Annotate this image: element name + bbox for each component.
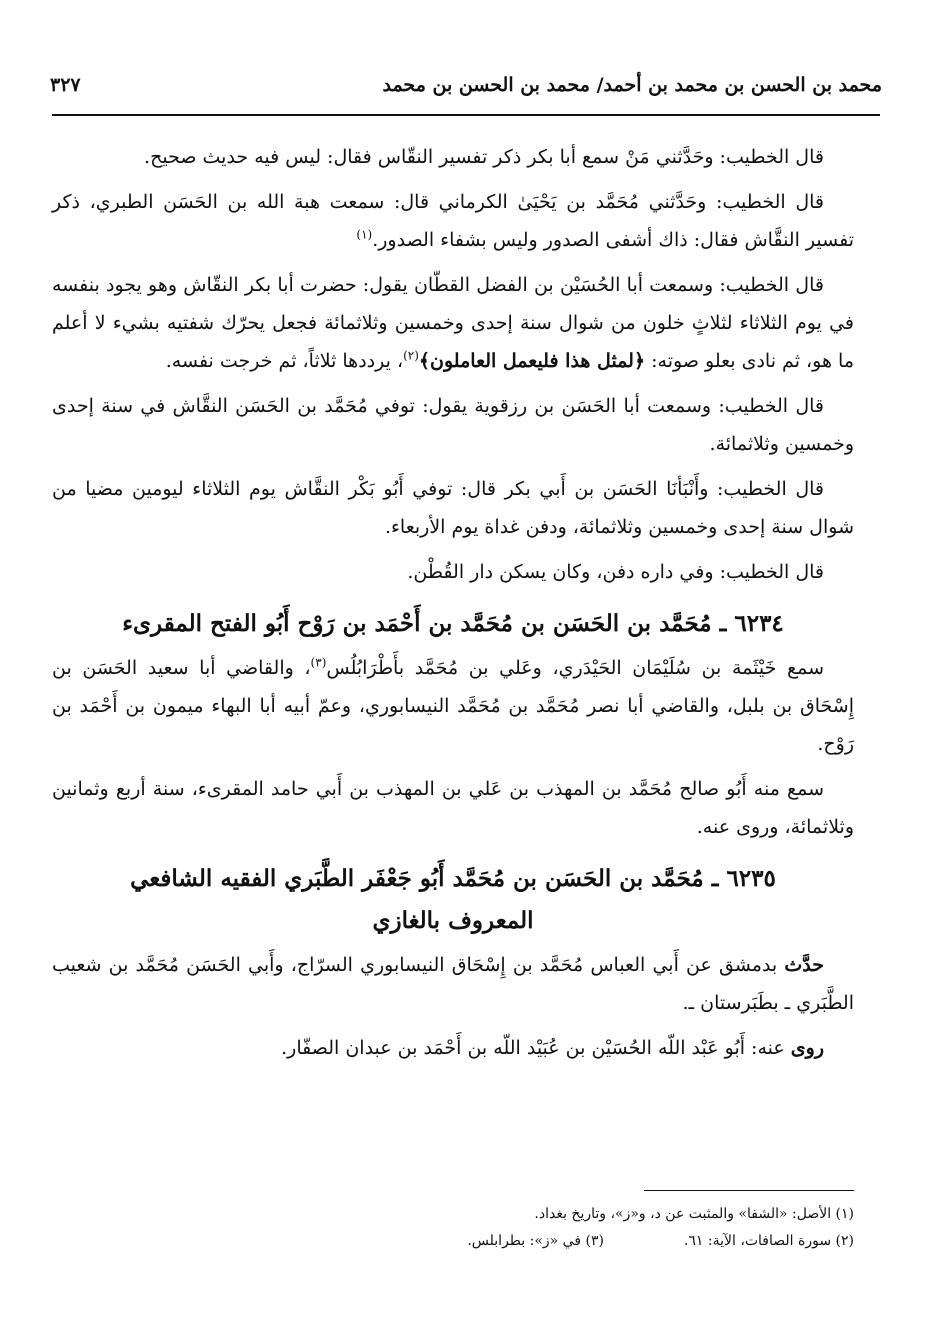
footnote-rule [644,1190,854,1191]
paragraph-khatib-6: قال الخطيب: وفي داره دفن، وكان يسكن دار القُطْن. [407,561,824,583]
footnote-2: (٢) سورة الصافات، الآية: ٦١. [683,1233,854,1249]
paragraph-khatib-1: قال الخطيب: وحَدَّثني مَنْ سمع أبا بكر ذكر تفسير النقّاس فقال: ليس فيه حديث صحيح. [144,146,824,168]
entry-6235-paragraph-2-lead: روى [790,1037,824,1059]
entry-6234-paragraph-2: سمع منه أَبُو صالح مُحَمَّد بن المهذب بن عَلي بن المهذب بن أَبي حامد المقرىء، سنة أربع وثمانين وثلاثمائة، وروى عنه. [52,778,854,838]
entry-6235-paragraph-1-rest: بدمشق عن أَبي العباس مُحَمَّد بن إِسْحَاق النيسابوري السرّاج، وأَبي الحَسَن مُحَمَّد بن شعيب الطَّبَري ـ بطَبَرستان ـ. [52,954,854,1014]
entry-6234-paragraph-1-before: سمع خَيْثَمة بن سُلَيْمَان الحَيْدَري، وعَلي بن مُحَمَّد بأَطْرَابُلُس [326,657,824,679]
entry-6235-paragraph-1 [52,946,854,1022]
header-rule [52,114,880,116]
entry-6235-paragraph-1-lead: حدَّث [784,954,824,976]
footnote-ref-2: (٢) [403,348,419,363]
entry-6235-paragraph-2-rest: عنه: أَبُو عَبْد اللّه الحُسَيْن بن عُبَيْد اللّه بن أَحْمَد بن عبدان الصفّار. [281,1037,791,1059]
running-title: محمد بن الحسن بن محمد بن أحمد/ محمد بن الحسن بن محمد [382,74,882,96]
entry-heading-6235-line-2: المعروف بالغازي [372,907,534,934]
entry-heading-6235-line-1: ٦٢٣٥ ـ مُحَمَّد بن الحَسَن بن مُحَمَّد أَبُو جَعْفَر الطَّبَري الفقيه الشافعي [130,865,776,892]
entry-6234-paragraph-1-after: ، والقاضي أبا سعيد الحَسَن بن إِسْحَاق بن بلبل، والقاضي أبا نصر مُحَمَّد بن مُحَمَّد النيسابوري، وعمّ أبيه أبا البهاء ميمون بن أَحْمَد بن رَوْح. [52,657,854,755]
paragraph-khatib-2 [52,183,854,259]
footnote-3: (٣) في «ز»: بطرابلس. [467,1233,604,1249]
paragraph-khatib-3-before: قال الخطيب: وسمعت أبا الحُسَيْن بن الفضل القطّان يقول: حضرت أبا بكر النقّاش وهو يجود بنفسه في يوم الثلاثاء لثلاثٍ خلون من شوال سنة إحدى وخمسين وثلاثمائة فجعل يحرّك شفتيه بشيء لا أعلم ما هو، ثم نادى بعلو صوته: [52,274,854,372]
entry-heading-6235 [52,858,854,942]
footnote-row [52,1228,854,1255]
paragraph-khatib-4: قال الخطيب: وسمعت أبا الحَسَن بن رزقوية يقول: توفي مُحَمَّد بن الحَسَن النقَّاش في سنة إحدى وخمسين وثلاثمائة. [52,395,854,455]
footnote-ref-3: (٣) [310,655,327,670]
paragraph-khatib-5: قال الخطيب: وأَنْبَأنَا الحَسَن بن أَبي بكر قال: توفي أَبُو بَكْر النقَّاش يوم الثلاثاء ليومين مضيا من شوال سنة إحدى وخمسين وثلاثمائة، ودفن غداة يوم الأربعاء. [52,478,854,538]
page-number: ٣٢٧ [50,74,81,96]
entry-heading-6234: ٦٢٣٤ ـ مُحَمَّد بن الحَسَن بن مُحَمَّد بن أَحْمَد بن رَوْح أَبُو الفتح المقرىء [122,610,784,637]
entry-6235-paragraph-2 [52,1029,854,1067]
footnote-ref-1: (١) [356,227,373,242]
quran-quote: ﴿لمثل هذا فليعمل العاملون﴾ [418,350,646,372]
paragraph-khatib-3 [52,266,854,380]
paragraph-khatib-2-text: قال الخطيب: وحَدَّثني مُحَمَّد بن يَحْيَىٰ الكرماني قال: سمعت هبة الله بن الحَسَن الطبري، ذكر تفسير النقَّاش فقال: ذاك أشفى الصدور وليس بشفاء الصدور. [52,191,854,251]
footnote-1: (١) الأصل: «الشفا» والمثبت عن د، و«ز»، وتاريخ بغداد. [534,1206,854,1222]
page-header [50,66,882,102]
entry-6234-paragraph-1 [52,649,854,763]
footnotes [52,1190,854,1255]
paragraph-khatib-3-after: ، يرددها ثلاثاً، ثم خرجت نفسه. [165,350,404,372]
page-body [52,138,854,1074]
